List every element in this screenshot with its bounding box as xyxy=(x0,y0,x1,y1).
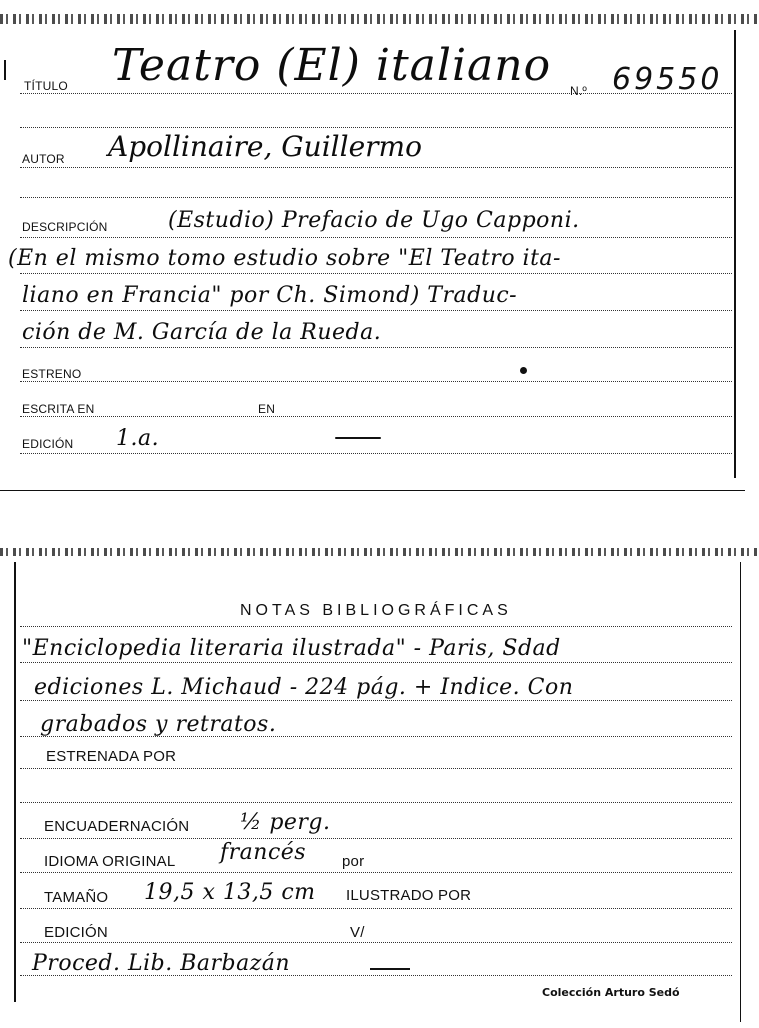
ink-stroke xyxy=(335,437,381,439)
autor-value: Apollinaire, Guillermo xyxy=(108,130,422,163)
v-label: V/ xyxy=(350,924,365,941)
tamano-label: TAMAÑO xyxy=(44,889,109,906)
scan-edge-noise xyxy=(0,548,759,556)
escrita-en-label: ESCRITA EN xyxy=(22,402,95,416)
edicion-value: 1.a. xyxy=(116,426,160,451)
numero-label: N.º xyxy=(570,84,587,98)
card-right-edge xyxy=(734,30,736,478)
catalog-card-back xyxy=(0,540,759,1028)
en-label: EN xyxy=(258,402,276,416)
descripcion-line-1: (Estudio) Prefacio de Ugo Capponi. xyxy=(168,208,580,233)
ink-dot xyxy=(520,367,527,374)
proced-value: Proced. Lib. Barbazán xyxy=(32,951,291,976)
ink-stroke xyxy=(370,968,410,970)
card-right-edge xyxy=(740,562,741,1022)
descripcion-line-3: liano en Francia" por Ch. Simond) Traduc- xyxy=(22,283,518,308)
descripcion-label: DESCRIPCIÓN xyxy=(22,220,108,234)
edicion-label-2: EDICIÓN xyxy=(44,924,108,941)
card-left-edge xyxy=(14,562,16,1002)
notas-heading: NOTAS BIBLIOGRÁFICAS xyxy=(240,602,512,619)
numero-value: 69550 xyxy=(612,62,723,97)
card-left-mark xyxy=(4,60,6,80)
catalog-card-front xyxy=(0,0,759,495)
footer-collection: Colección Arturo Sedó xyxy=(542,986,680,999)
edicion-label: EDICIÓN xyxy=(22,437,74,451)
encuadernacion-label: ENCUADERNACIÓN xyxy=(44,818,190,835)
estrenada-por-label: ESTRENADA POR xyxy=(46,748,177,765)
por-label: por xyxy=(342,853,365,870)
notes-line-2: ediciones L. Michaud - 224 pág. + Indice. Con xyxy=(34,675,574,700)
idioma-original-value: francés xyxy=(220,840,307,865)
scan-edge-noise xyxy=(0,14,759,24)
titulo-label: TÍTULO xyxy=(24,79,68,93)
notes-line-1: "Enciclopedia literaria ilustrada" - Paris, Sdad xyxy=(22,636,561,661)
ilustrado-por-label: ILUSTRADO POR xyxy=(346,887,472,904)
descripcion-line-4: ción de M. García de la Rueda. xyxy=(22,320,382,345)
encuadernacion-value: ½ perg. xyxy=(240,810,331,835)
tamano-value: 19,5 x 13,5 cm xyxy=(144,880,316,905)
estreno-label: ESTRENO xyxy=(22,367,82,381)
descripcion-line-2: (En el mismo tomo estudio sobre "El Teatro ita- xyxy=(8,246,561,271)
idioma-original-label: IDIOMA ORIGINAL xyxy=(44,853,176,870)
card-bottom-edge xyxy=(0,490,745,491)
autor-label: AUTOR xyxy=(22,152,65,166)
titulo-value: Teatro (El) italiano xyxy=(112,40,552,91)
notes-line-3: grabados y retratos. xyxy=(40,712,277,737)
